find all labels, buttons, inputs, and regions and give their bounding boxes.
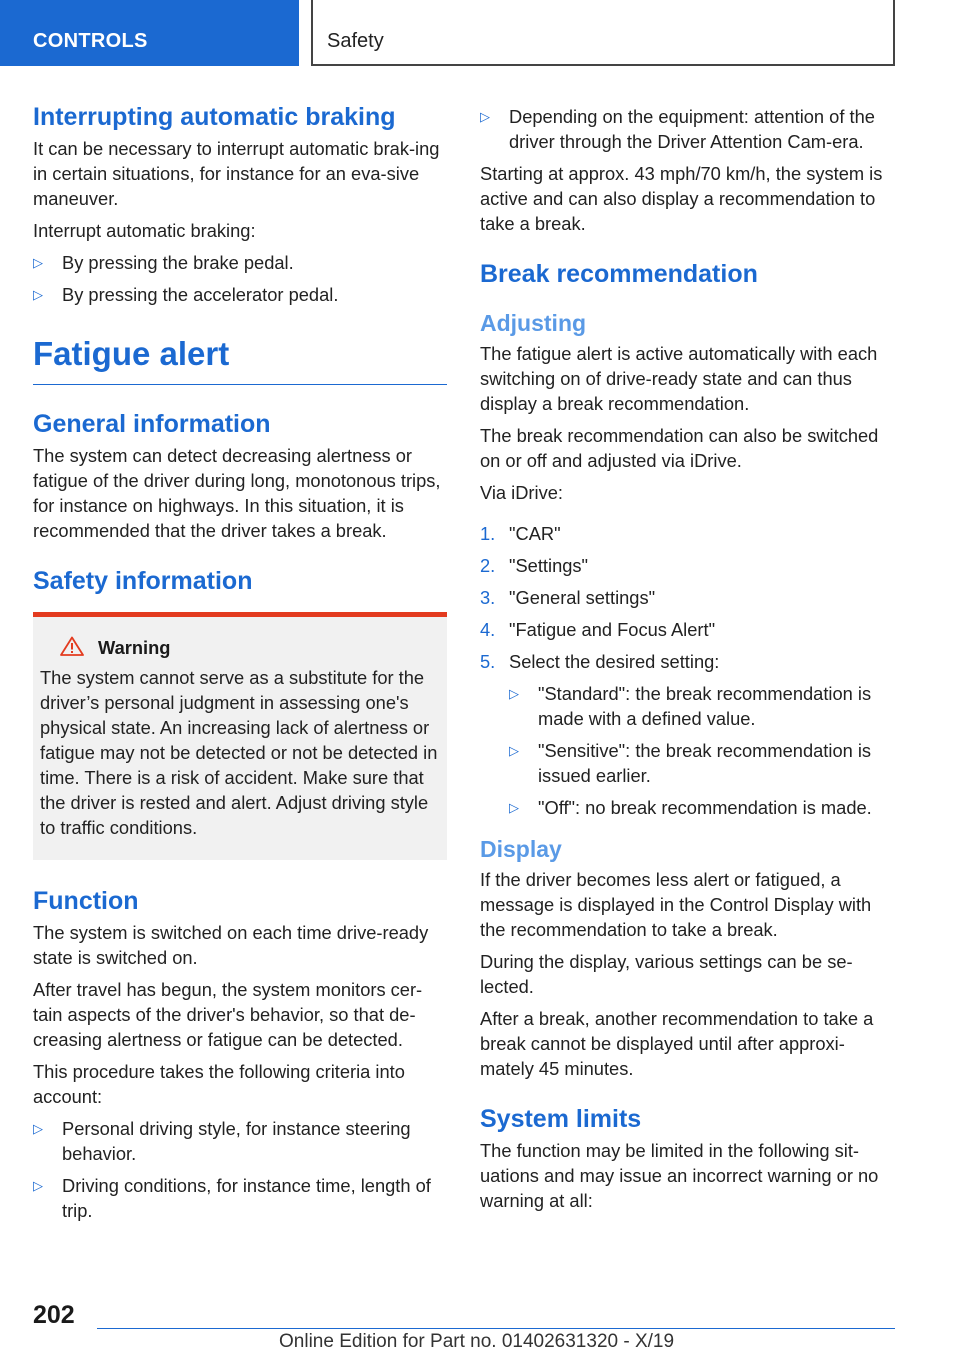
display-heading: Display xyxy=(480,836,562,862)
triangle-bullet-icon: ▷ xyxy=(33,255,43,270)
list-item: ▷ Driving conditions, for instance time, length of trip. xyxy=(33,1175,431,1221)
adjusting-paragraph-1: The fatigue alert is active automatically with each switching on of drive-ready state and can thus display a break recommendation. xyxy=(480,343,878,414)
list-item: ▷ "Sensitive": the break recommendation is issued earlier. xyxy=(509,740,872,786)
criteria-list-continued xyxy=(480,104,895,154)
fatigue-alert-heading: Fatigue alert xyxy=(33,332,447,385)
triangle-bullet-icon: ▷ xyxy=(509,686,519,701)
list-item: ▷ "Standard": the break recommendation is made with a defined value. xyxy=(509,683,872,729)
function-paragraph-1: The system is switched on each time drive-ready state is switched on. xyxy=(33,922,429,968)
general-info-paragraph: The system can detect decreasing alertness or fatigue of the driver during long, monotonous trips, for instance on highways. In this situation, it is recommended that the driver takes a break. xyxy=(33,445,441,541)
interrupt-paragraph-1: It can be necessary to interrupt automatic brak-ing in certain situations, for instance for an eva-sive maneuver. xyxy=(33,138,440,209)
speed-paragraph: Starting at approx. 43 mph/70 km/h, the system is active and can also display a recommendation to take a break. xyxy=(480,163,883,234)
left-column xyxy=(33,100,447,1230)
section-tab: CONTROLS xyxy=(0,0,299,66)
page-header xyxy=(0,0,960,66)
list-item: ▷ Personal driving style, for instance steering behavior. xyxy=(33,1118,411,1164)
function-heading: Function xyxy=(33,887,139,915)
setting-options-list xyxy=(509,681,895,820)
list-item: ▷ By pressing the brake pedal. xyxy=(33,252,294,273)
list-item: 5. Select the desired setting: ▷ "Standard": the break recommendation is made with a defined value. ▷ "Sensitive": the break recommendation is issued earlier. ▷ "Off": no break recommendation is made. xyxy=(480,649,895,820)
break-recommendation-heading: Break recommendation xyxy=(480,260,758,288)
display-paragraph-2: During the display, various settings can be se-lected. xyxy=(480,951,853,997)
idrive-steps-list xyxy=(480,521,895,820)
list-item: ▷ "Off": no break recommendation is made. xyxy=(509,797,872,818)
system-limits-heading: System limits xyxy=(480,1105,642,1133)
list-item: 4. "Fatigue and Focus Alert" xyxy=(480,619,716,640)
interrupt-paragraph-2: Interrupt automatic braking: xyxy=(33,220,256,241)
list-item: 1. "CAR" xyxy=(480,523,561,544)
system-limits-paragraph: The function may be limited in the following sit-uations and may issue an incorrect warning or no warning at all: xyxy=(480,1140,879,1211)
topic-tab: Safety xyxy=(311,0,895,66)
edition-note: Online Edition for Part no. 01402631320 - X/19 xyxy=(279,1331,675,1352)
display-paragraph-1: If the driver becomes less alert or fatigued, a message is displayed in the Control Display with the recommendation to take a break. xyxy=(480,869,872,940)
adjusting-paragraph-2: The break recommendation can also be switched on or off and adjusted via iDrive. xyxy=(480,425,879,471)
warning-box xyxy=(33,612,447,860)
triangle-bullet-icon: ▷ xyxy=(480,109,490,124)
list-item: ▷ By pressing the accelerator pedal. xyxy=(33,284,339,305)
page-number: 202 xyxy=(33,1301,75,1329)
triangle-bullet-icon: ▷ xyxy=(33,1178,43,1193)
triangle-bullet-icon: ▷ xyxy=(509,743,519,758)
right-column xyxy=(480,100,895,1220)
function-paragraph-3: This procedure takes the following criteria into account: xyxy=(33,1061,405,1107)
interrupt-list xyxy=(33,250,447,307)
adjusting-heading: Adjusting xyxy=(480,310,587,336)
general-info-heading: General information xyxy=(33,410,271,438)
list-item: ▷ Depending on the equipment: attention of the driver through the Driver Attention Cam-era. xyxy=(480,106,875,152)
triangle-bullet-icon: ▷ xyxy=(33,1121,43,1136)
function-criteria-list xyxy=(33,1116,447,1223)
triangle-bullet-icon: ▷ xyxy=(33,287,43,302)
safety-info-heading: Safety information xyxy=(33,567,253,595)
triangle-bullet-icon: ▷ xyxy=(509,800,519,815)
adjusting-paragraph-3: Via iDrive: xyxy=(480,482,563,503)
footer-divider xyxy=(97,1328,895,1329)
list-item: 2. "Settings" xyxy=(480,555,589,576)
interrupt-heading: Interrupting automatic braking xyxy=(33,103,396,131)
display-paragraph-3: After a break, another recommendation to take a break cannot be displayed until after approxi-mately 45 minutes. xyxy=(480,1008,874,1079)
function-paragraph-2: After travel has begun, the system monitors cer-tain aspects of the driver's behavior, so that de-creasing alertness or fatigue can be detected. xyxy=(33,979,423,1050)
list-item: 3. "General settings" xyxy=(480,587,656,608)
warning-triangle-icon xyxy=(60,636,84,656)
warning-text: The system cannot serve as a substitute for the driver’s personal judgment in assessing one's physical state. An increasing lack of alertness or fatigue may not be detected or not be detected in time. There is a risk of accident. Make sure that the driver is rested and alert. Adjust driving style to traffic conditions. xyxy=(40,667,438,838)
warning-title: Warning xyxy=(40,635,440,660)
